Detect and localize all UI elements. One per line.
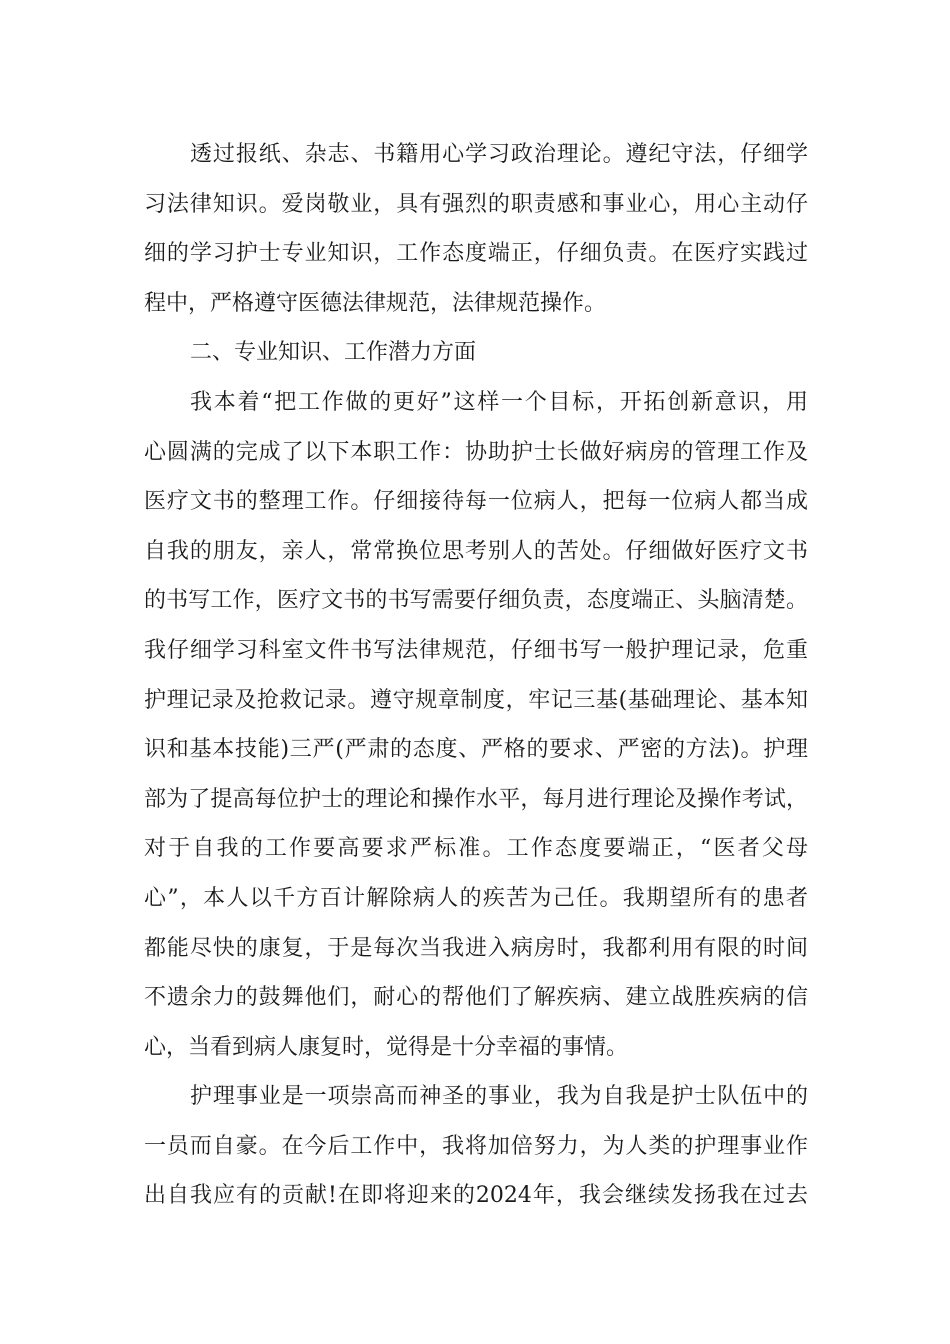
document-body	[144, 130, 808, 1221]
paragraph-2-line-14: 心，当看到病人康复时，觉得是十分幸福的事情。	[144, 1034, 629, 1060]
paragraph-2-line-3: 医疗文书的整理工作。仔细接待每一位病人，把每一位病人都当成	[144, 489, 808, 515]
paragraph-2-line-1: 我本着“把工作做的更好”这样一个目标，开拓创新意识，用	[190, 389, 808, 415]
paragraph-2-line-5: 的书写工作，医疗文书的书写需要仔细负责，态度端正、头脑清楚。	[144, 588, 808, 614]
paragraph-1-line-2: 习法律知识。爱岗敬业，具有强烈的职责感和事业心，用心主动仔	[144, 191, 808, 217]
paragraph-2-line-12: 都能尽快的康复，于是每次当我进入病房时，我都利用有限的时间	[144, 935, 808, 961]
paragraph-2-line-11: 心”，本人以千方百计解除病人的疾苦为己任。我期望所有的患者	[144, 885, 808, 911]
paragraph-3-line-1: 护理事业是一项崇高而神圣的事业，我为自我是护士队伍中的	[190, 1084, 808, 1110]
paragraph-2-line-7: 护理记录及抢救记录。遵守规章制度，牢记三基(基础理论、基本知	[144, 687, 808, 713]
section-heading: 二、专业知识、工作潜力方面	[190, 340, 477, 366]
paragraph-2-line-10: 对于自我的工作要高要求严标准。工作态度要端正，“医者父母	[144, 836, 808, 862]
paragraph-2-line-4: 自我的朋友，亲人，常常换位思考别人的苦处。仔细做好医疗文书	[144, 538, 808, 564]
paragraph-2-line-2: 心圆满的完成了以下本职工作：协助护士长做好病房的管理工作及	[144, 439, 808, 465]
paragraph-3-line-2: 一员而自豪。在今后工作中，我将加倍努力，为人类的护理事业作	[144, 1133, 808, 1159]
paragraph-1-line-1: 透过报纸、杂志、书籍用心学习政治理论。遵纪守法，仔细学	[190, 142, 808, 167]
paragraph-2-line-13: 不遗余力的鼓舞他们，耐心的帮他们了解疾病、建立战胜疾病的信	[144, 985, 808, 1011]
paragraph-1-line-3: 细的学习护士专业知识，工作态度端正，仔细负责。在医疗实践过	[144, 241, 808, 267]
paragraph-2-line-9: 部为了提高每位护士的理论和操作水平，每月进行理论及操作考试，	[144, 786, 808, 812]
paragraph-3-line-3: 出自我应有的贡献!在即将迎来的2024年，我会继续发扬我在过去	[144, 1183, 808, 1209]
paragraph-1-line-4: 程中，严格遵守医德法律规范，法律规范操作。	[144, 290, 607, 316]
paragraph-2-line-8: 识和基本技能)三严(严肃的态度、严格的要求、严密的方法)。护理	[144, 737, 808, 763]
paragraph-2-line-6: 我仔细学习科室文件书写法律规范，仔细书写一般护理记录，危重	[144, 637, 808, 663]
